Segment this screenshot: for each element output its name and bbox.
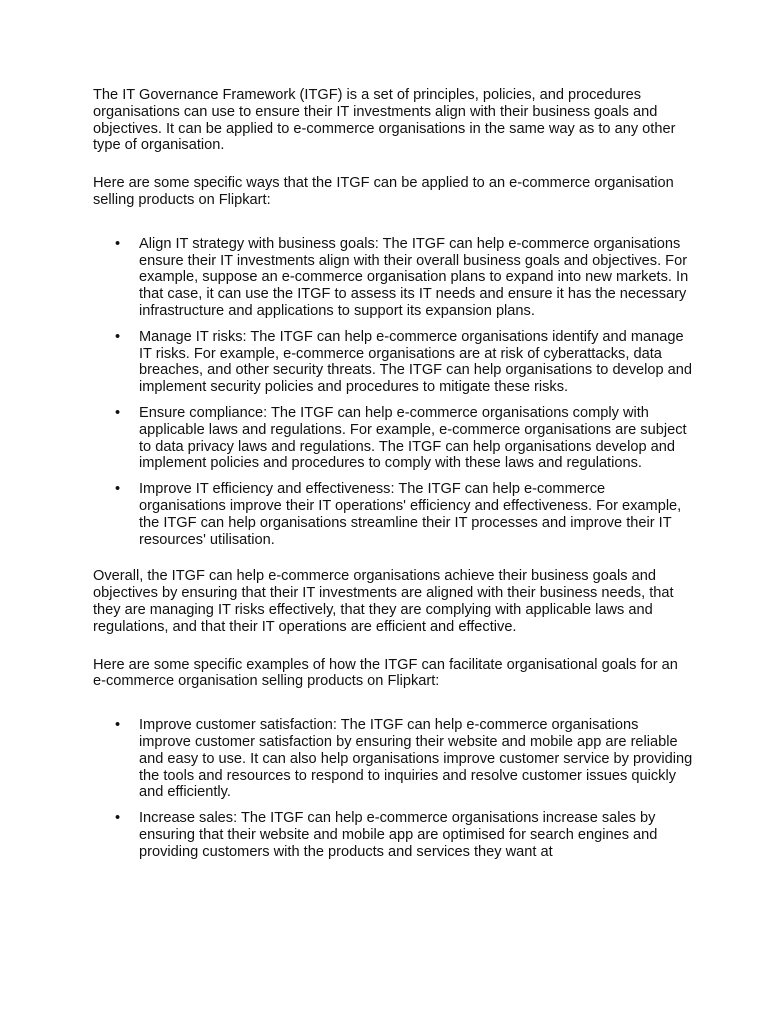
list-item-text: Ensure compliance: The ITGF can help e-commerce organisations comply with applicable laws and regulations. For example, e-commerce organisations are subject to data privacy laws and regulations. The ITGF can help organisations develop and implement policies and procedures to comply with these laws and regulations. (139, 404, 687, 472)
bullet-icon: • (115, 328, 121, 345)
bullet-icon: • (115, 810, 121, 827)
list-item (93, 810, 693, 860)
bullet-icon: • (115, 235, 121, 252)
list-item-text: Align IT strategy with business goals: The ITGF can help e-commerce organisations ensure their IT investments align with their overall business goals and objectives. For example, suppose an e-commerce organisation plans to expand into new markets. In that case, it can use the ITGF to assess its IT needs and ensure it has the necessary infrastructure and applications to support its expansion plans. (139, 235, 689, 319)
list-item-text: Improve customer satisfaction: The ITGF can help e-commerce organisations improve customer satisfaction by ensuring their website and mobile app are reliable and easy to use. It can also help organisations improve customer service by providing the tools and resources to respond to inquiries and resolve customer issues quickly and efficiently. (139, 717, 693, 801)
list-item (93, 405, 693, 472)
intro-paragraph: The IT Governance Framework (ITGF) is a set of principles, policies, and procedures organisations can use to ensure their IT investments align with their business goals and objectives. It can be applied to e-commerce organisations in the same way as to any other type of organisation. (93, 87, 676, 154)
list-item (93, 717, 693, 801)
overall-paragraph: Overall, the ITGF can help e-commerce organisations achieve their business goals and objectives by ensuring that their IT investments are aligned with their business needs, that they are managing IT risks effectively, that they are complying with applicable laws and regulations, and that their IT operations are efficient and effective. (93, 568, 674, 635)
bullet-icon: • (115, 481, 121, 498)
list-item-text: Manage IT risks: The ITGF can help e-commerce organisations identify and manage IT risks. For example, e-commerce organisations are at risk of cyberattacks, data breaches, and other security threats. The ITGF can help organisations to develop and implement security policies and procedures to mitigate these risks. (139, 328, 692, 396)
bullet-list-2 (93, 717, 693, 860)
list-item (93, 481, 693, 548)
list-item (93, 329, 693, 396)
lead-in-paragraph-2: Here are some specific examples of how the ITGF can facilitate organisational goals for an e-commerce organisation selling products on Flipkart: (93, 656, 678, 690)
bullet-list-1 (93, 236, 693, 549)
lead-in-paragraph-1: Here are some specific ways that the ITGF can be applied to an e-commerce organisation selling products on Flipkart: (93, 175, 674, 208)
bullet-icon: • (115, 404, 121, 421)
list-item (93, 236, 693, 320)
document-page (93, 87, 693, 880)
bullet-icon: • (115, 717, 121, 734)
list-item-text: Increase sales: The ITGF can help e-commerce organisations increase sales by ensuring that their website and mobile app are optimised for search engines and providing customers with the products and services they want at (139, 810, 658, 860)
list-item-text: Improve IT efficiency and effectiveness: The ITGF can help e-commerce organisations improve their IT operations' efficiency and effectiveness. For example, the ITGF can help organisations streamline their IT processes and improve their IT resources' utilisation. (139, 481, 682, 548)
